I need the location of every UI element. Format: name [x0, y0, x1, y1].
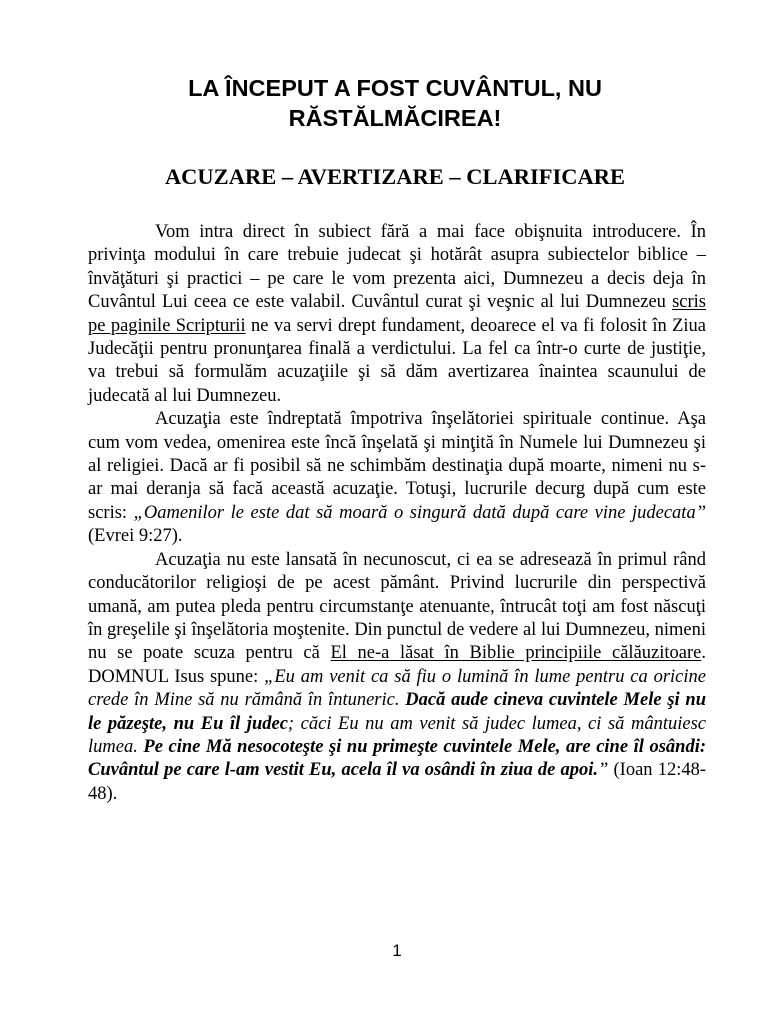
paragraph-3-text-b: . DOMNUL Isus spune: — [88, 643, 706, 687]
biblical-principles-underline: El ne-a lăsat în Biblie principiile călăuzitoare — [330, 643, 702, 664]
body-text — [88, 221, 706, 806]
quote-evrei: „Oamenilor le este dat să moară o singură dată după care vine judecata” — [133, 502, 706, 523]
page-number: 1 — [392, 941, 402, 960]
page-title: LA ÎNCEPUT A FOST CUVÂNTUL, NU RĂSTĂLMĂCIREA! — [188, 75, 602, 131]
reference-ioan: (Ioan 12:48-48). — [88, 760, 706, 804]
paragraph-3 — [88, 549, 706, 806]
paragraph-3-text-a: Acuzaţia nu este lansată în necunoscut, ci ea se adresează în primul rând conducătorilor religioşi de pe acest pământ. Privind lucrurile din perspectivă umană, am putea pleda pentru circumstanţe atenuante, întrucât toţi am fost născuţi în greşelile şi înşelătoria moştenite. Din punctul de vedere al lui Dumnezeu, nimeni nu se poate scuza pentru că — [88, 549, 706, 664]
reference-evrei: (Evrei 9:27). — [88, 526, 183, 547]
quote-ioan-part-2: ; căci Eu nu am venit să judec lumea, ci să mântuiesc lumea. — [88, 713, 706, 757]
paragraph-1-text-b: ne va servi drept fundament, deoarece el va fi folosit în Ziua Judecăţii pentru pronunţarea finală a verdictului. La fel ca într-o curte de justiţie, va trebui să formulăm acuzaţiile şi să dăm avertizarea înaintea scaunului de judecată al lui Dumnezeu. — [88, 315, 706, 406]
section-subtitle: ACUZARE – AVERTIZARE – CLARIFICARE — [164, 164, 626, 189]
paragraph-2-text-a: Acuzaţia este îndreptată împotriva înşelătoriei spirituale continue. Aşa cum vom vedea, omenirea este încă înşelată şi minţită în Numele lui Dumnezeu şi al religiei. Dacă ar fi posibil să ne schimbăm destinaţia după moarte, nimeni nu s-ar mai deranja să facă această acuzaţie. Totuşi, lucrurile decurg după cum este scris: — [88, 409, 706, 523]
quote-ioan-bold-2: Pe cine Mă nesocoteşte şi nu primeşte cuvintele Mele, are cine îl osândi: Cuvântul pe care l-am vestit Eu, acela îl va osândi în ziua de apoi. — [88, 736, 706, 781]
paragraph-2 — [88, 408, 706, 548]
quote-ioan-part-1: „Eu am venit ca să fiu o lumină în lume pentru ca oricine crede în Mine să nu rămână în întuneric. — [88, 666, 706, 711]
quote-ioan-bold-1: Dacă aude cineva cuvintele Mele şi nu le păzeşte, nu Eu îl judec — [88, 690, 706, 734]
scripture-underline-1: scris pe paginile Scripturii — [88, 292, 706, 336]
paragraph-1 — [88, 221, 706, 408]
paragraph-1-text-a: Vom intra direct în subiect fără a mai face obişnuita introducere. În privinţa modului în care trebuie judecat şi hotărât asupra subiectelor biblice – învăţături şi practici – pe care le vom prezenta aici, Dumnezeu a decis deja în Cuvântul Lui ceea ce este valabil. Cuvântul curat şi veşnic al lui Dumnezeu — [88, 222, 706, 313]
quote-ioan-close: ” — [598, 760, 609, 781]
